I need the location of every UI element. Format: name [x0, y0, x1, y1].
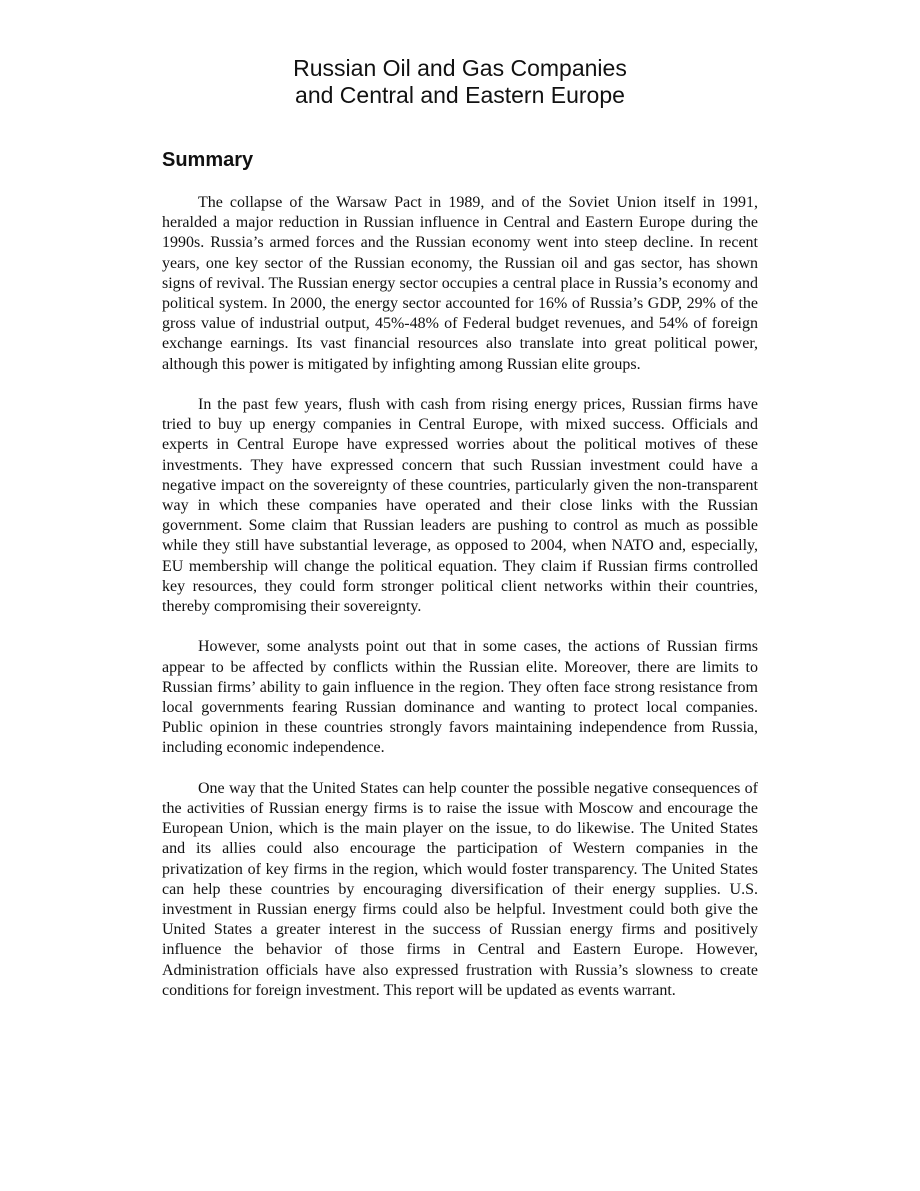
title-line-2: and Central and Eastern Europe — [295, 82, 625, 108]
document-title — [162, 55, 758, 109]
summary-paragraph-4: One way that the United States can help counter the possible negative consequences of the activities of Russian energy firms is to raise the issue with Moscow and encourage the European Union, which is the main player on the issue, to do likewise. The United States and its allies could also encourage the participation of Western companies in the privatization of key firms in the region, which would foster transparency. The United States can help these countries by encouraging diversification of their energy supplies. U.S. investment in Russian energy firms could also be helpful. Investment could both give the United States a greater interest in the success of Russian energy firms and positively influence the behavior of those firms in Central and Eastern Europe. However, Administration officials have also expressed frustration with Russia’s slowness to create conditions for foreign investment. This report will be updated as events warrant. — [162, 779, 758, 999]
summary-paragraph-3: However, some analysts point out that in some cases, the actions of Russian firms appear to be affected by conflicts within the Russian elite. Moreover, there are limits to Russian firms’ ability to gain influence in the region. They often face strong resistance from local governments fearing Russian dominance and wanting to protect local companies. Public opinion in these countries strongly favors maintaining independence from Russia, including economic independence. — [162, 638, 758, 757]
summary-heading: Summary — [162, 149, 254, 171]
summary-body — [162, 193, 758, 1001]
summary-paragraph-1: The collapse of the Warsaw Pact in 1989, and of the Soviet Union itself in 1991, heralded a major reduction in Russian influence in Central and Eastern Europe during the 1990s. Russia’s armed forces and the Russian economy went into steep decline. In recent years, one key sector of the Russian economy, the Russian oil and gas sector, has shown signs of revival. The Russian energy sector occupies a central place in Russia’s economy and political system. In 2000, the energy sector accounted for 16% of Russia’s GDP, 29% of the gross value of industrial output, 45%-48% of Federal budget revenues, and 54% of foreign exchange earnings. Its vast financial resources also translate into great political power, although this power is mitigated by infighting among Russian elite groups. — [162, 194, 758, 373]
title-line-1: Russian Oil and Gas Companies — [293, 55, 627, 81]
summary-paragraph-2: In the past few years, flush with cash from rising energy prices, Russian firms have tried to buy up energy companies in Central Europe, with mixed success. Officials and experts in Central Europe have expressed worries about the political motives of these investments. They have expressed concern that such Russian investment could have a negative impact on the sovereignty of these countries, particularly given the non-transparent way in which these companies have operated and their close links with the Russian government. Some claim that Russian leaders are pushing to control as much as possible while they still have substantial leverage, as opposed to 2004, when NATO and, especially, EU membership will change the political equation. They claim if Russian firms controlled key resources, they could form stronger political client networks within their countries, thereby compromising their sovereignty. — [162, 396, 758, 616]
